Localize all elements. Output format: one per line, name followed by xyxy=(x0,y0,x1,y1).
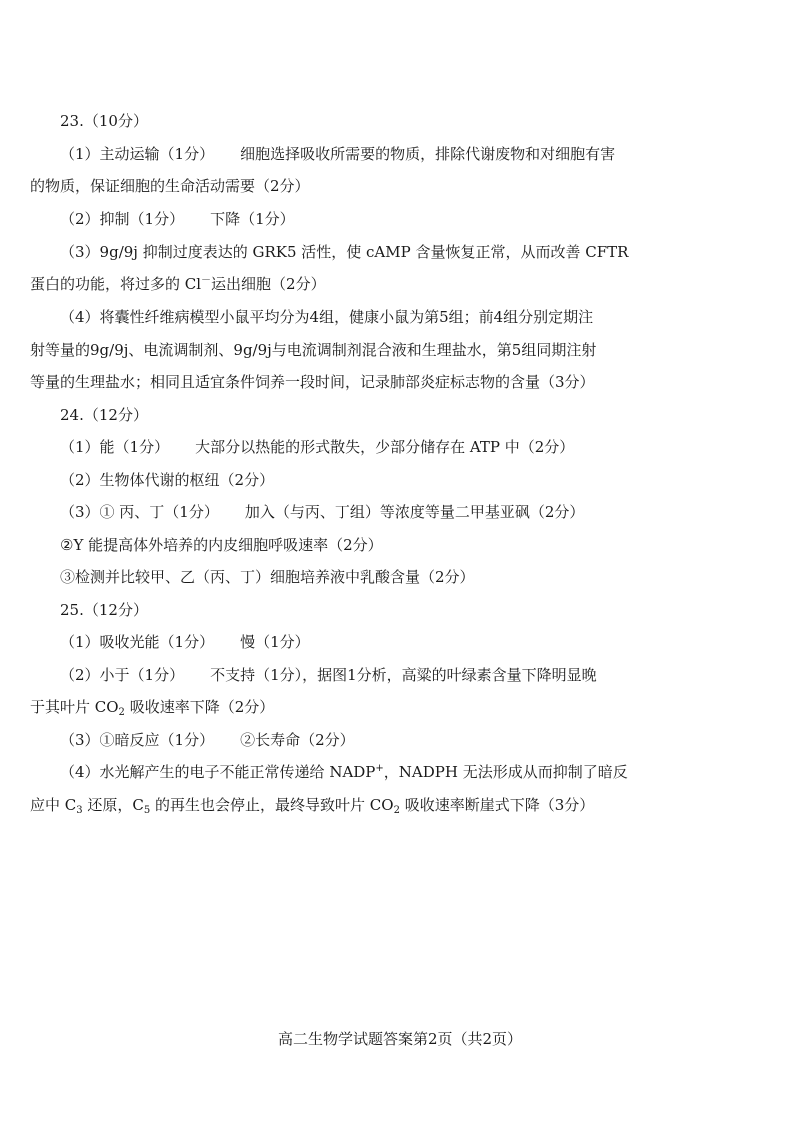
q25-part2-text: 于其叶片 CO xyxy=(30,698,119,716)
q25-part2-answer: （2）小于（1分） xyxy=(60,666,185,684)
q25-part1-answer-b: 慢（1分） xyxy=(240,633,310,651)
q24-part3-answer: （3）① 丙、丁（1分） xyxy=(60,503,219,521)
q23-part4-line3: 等量的生理盐水；相同且适宜条件饲养一段时间，记录肺部炎症标志物的含量（3分） xyxy=(30,373,595,391)
q23-part1-line1 xyxy=(60,144,615,164)
q23-part2-answer-b: 下降（1分） xyxy=(210,210,295,228)
q25-part4-text: （4）水光解产生的电子不能正常传递给 NADP xyxy=(60,763,376,781)
q23-part1-explanation: 细胞选择吸收所需要的物质，排除代谢废物和对细胞有害 xyxy=(240,145,616,163)
c3-subscript: 3 xyxy=(76,805,83,816)
nadp-superscript: + xyxy=(375,763,384,774)
chloride-superscript: － xyxy=(201,275,212,286)
q25-title: 25.（12分） xyxy=(60,601,148,619)
q23-part2-answer-a: （2）抑制（1分） xyxy=(60,210,185,228)
q23-part3-text-end: 运出细胞（2分） xyxy=(211,275,326,293)
q24-part3-line3: ③检测并比较甲、乙（丙、丁）细胞培养液中乳酸含量（2分） xyxy=(60,568,475,586)
q25-part4-text-cont: ，NADPH 无法形成从而抑制了暗反 xyxy=(383,763,628,781)
q25-part2-explanation: 不支持（1分），据图1分析，高粱的叶绿素含量下降明显晚 xyxy=(210,666,597,684)
q24-part3-line2: ②Y 能提高体外培养的内皮细胞呼吸速率（2分） xyxy=(60,536,383,554)
q23-part3-line1: （3）9g/9j 抑制过度表达的 GRK5 活性，使 cAMP 含量恢复正常，从而改善 CFTR xyxy=(60,243,629,261)
q25-part3-answer-a: （3）①暗反应（1分） xyxy=(60,731,215,749)
q25-part3-answer-b: ②长寿命（2分） xyxy=(240,731,355,749)
q24-part2: （2）生物体代谢的枢纽（2分） xyxy=(60,471,275,489)
q25-part1-answer-a: （1）吸收光能（1分） xyxy=(60,633,215,651)
q25-part1 xyxy=(60,632,310,652)
q23-part2 xyxy=(60,209,295,229)
q24-part3-explanation: 加入（与丙、丁组）等浓度等量二甲基亚砜（2分） xyxy=(244,503,585,521)
q25-part4-text-a: 应中 C xyxy=(30,796,77,814)
q23-part3-text: 蛋白的功能，将过多的 Cl xyxy=(30,275,202,293)
q25-part4-text-b: 还原，C xyxy=(82,796,144,814)
q24-part1-explanation: 大部分以热能的形式散失，少部分储存在 ATP 中（2分） xyxy=(195,438,575,456)
q25-part4-text-c: 的再生也会停止，最终导致叶片 CO xyxy=(150,796,394,814)
c5-subscript: 5 xyxy=(143,805,151,816)
co2-subscript-2: 2 xyxy=(393,805,400,816)
page-footer: 高二生物学试题答案第2页（共2页） xyxy=(277,1030,523,1048)
q23-part1-answer: （1）主动运输（1分） xyxy=(60,145,215,163)
q25-part3 xyxy=(60,730,355,750)
q24-part3-line1 xyxy=(60,502,584,522)
co2-subscript: 2 xyxy=(118,707,125,718)
q24-part1 xyxy=(60,437,574,457)
q25-part2-line2 xyxy=(30,697,274,717)
q25-part2-line1 xyxy=(60,665,597,685)
q23-part4-line1: （4）将囊性纤维病模型小鼠平均分为4组，健康小鼠为第5组；前4组分别定期注 xyxy=(60,308,594,326)
q25-part4-line2 xyxy=(30,795,594,815)
q25-part2-text-end: 吸收速率下降（2分） xyxy=(124,698,275,716)
q23-part1-line2: 的物质，保证细胞的生命活动需要（2分） xyxy=(30,177,310,195)
q25-part4-line1 xyxy=(60,762,628,782)
q23-title: 23.（10分） xyxy=(60,112,148,130)
q23-part3-line2 xyxy=(30,274,326,294)
q24-title: 24.（12分） xyxy=(60,406,148,424)
q23-part4-line2: 射等量的9g/9j、电流调制剂、9g/9j与电流调制剂混合液和生理盐水，第5组同期注射 xyxy=(30,341,597,359)
q25-part4-text-d: 吸收速率断崖式下降（3分） xyxy=(399,796,595,814)
q24-part1-answer: （1）能（1分） xyxy=(60,438,170,456)
